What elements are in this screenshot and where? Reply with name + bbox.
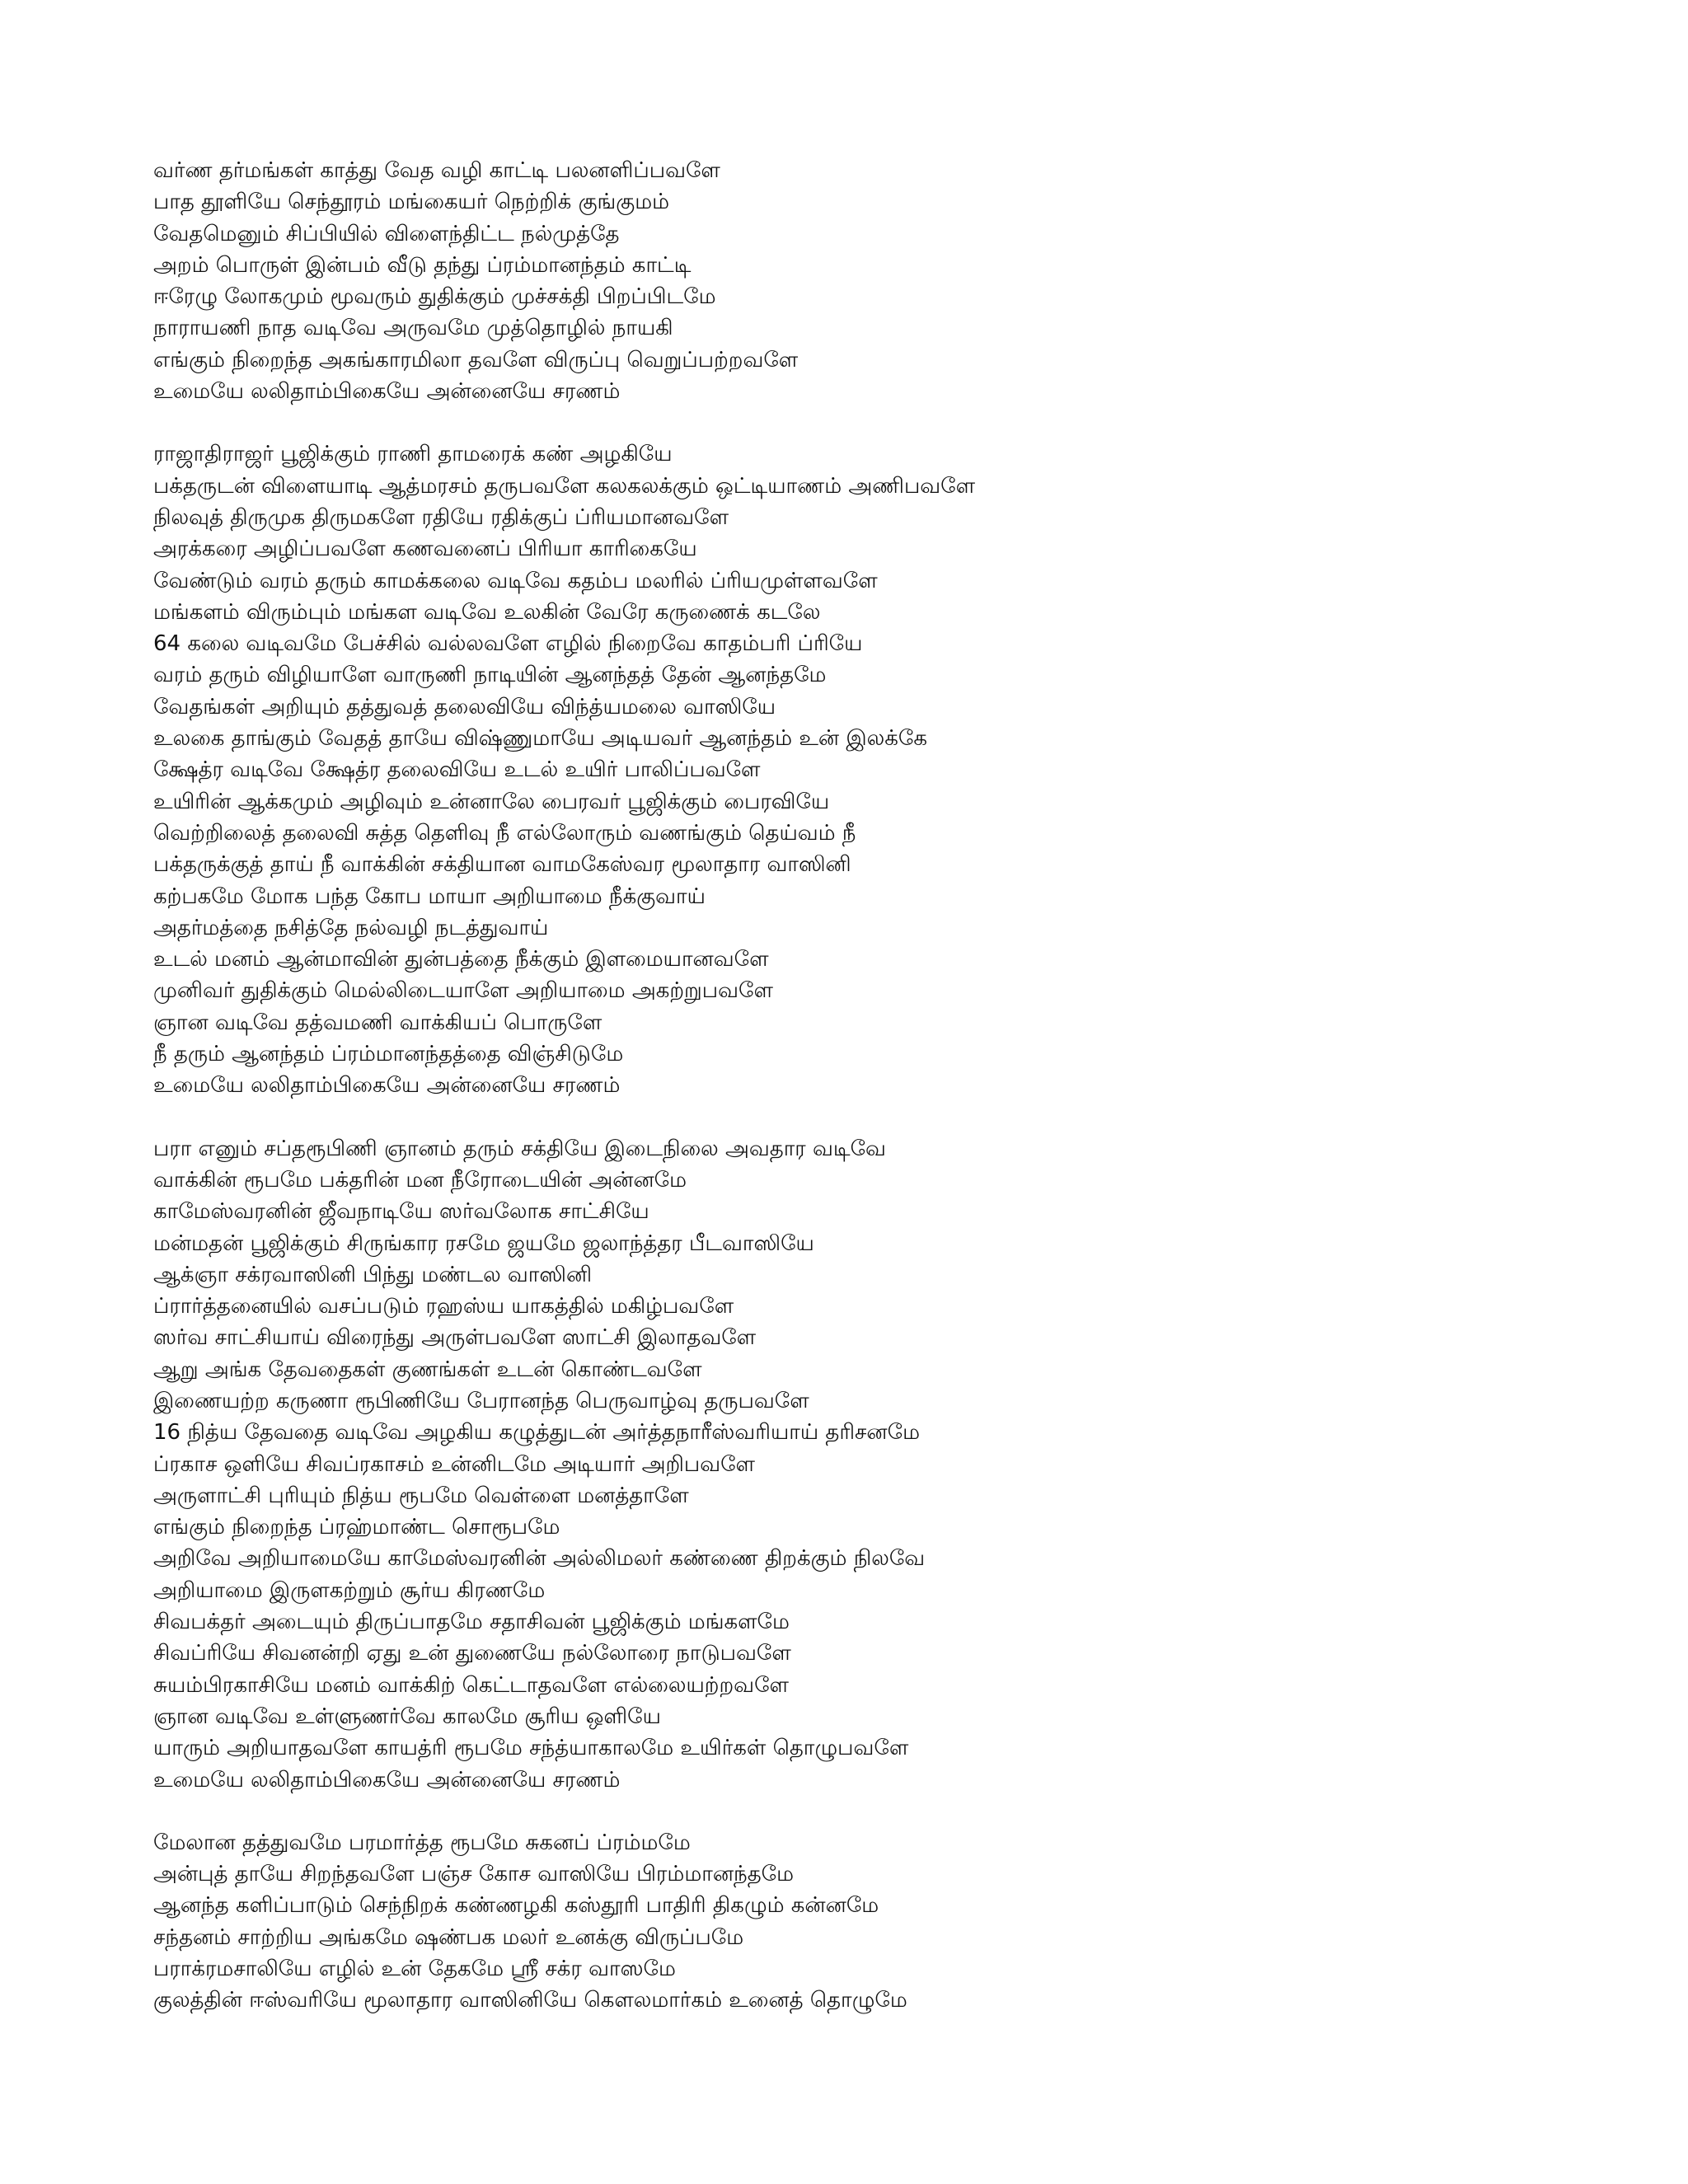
text-line: 16 நித்ய தேவதை வடிவே அழகிய கழுத்துடன் அர்த்தநாரீஸ்வரியாய் தரிசனமே <box>153 1420 921 1446</box>
text-line: வேண்டும் வரம் தரும் காமக்கலை வடிவே கதம்ப மலரில் ப்ரியமுள்ளவளே <box>153 568 878 593</box>
text-line: குலத்தின் ஈஸ்வரியே மூலாதார வாஸினியே கௌலமார்கம் உனைத் தொழுமே <box>153 1988 907 2013</box>
text-line: உடல் மனம் ஆன்மாவின் துன்பத்தை நீக்கும் இளமையானவளே <box>153 947 769 972</box>
text-line: மேலான தத்துவமே பரமார்த்த ரூபமே சுகனப் ப்ரம்மமே <box>153 1830 691 1855</box>
text-line: மன்மதன் பூஜிக்கும் சிருங்கார ரசமே ஜயமே ஜலாந்த்தர பீடவாஸியே <box>153 1230 814 1256</box>
text-line: ஈரேழு லோகமும் மூவரும் துதிக்கும் முச்சக்தி பிறப்பிடமே <box>153 284 716 310</box>
text-line: பாத தூளியே செந்தூரம் மங்கையர் நெற்றிக் குங்குமம் <box>153 190 670 215</box>
text-line: எங்கும் நிறைந்த ப்ரஹ்மாண்ட சொரூபமே <box>153 1515 560 1540</box>
text-line: ஆனந்த களிப்பாடும் செந்நிறக் கண்ணழகி கஸ்தூரி பாதிரி திகழும் கன்னமே <box>153 1893 879 1919</box>
text-line: ஸர்வ சாட்சியாய் விரைந்து அருள்பவளே ஸாட்சி இலாதவளே <box>153 1325 757 1351</box>
text-line: சிவப்ரியே சிவனன்றி ஏது உன் துணையே நல்லோரை நாடுபவளே <box>153 1641 791 1666</box>
refrain-line: உமையே லலிதாம்பிகையே அன்னையே சரணம் <box>153 1767 621 1793</box>
text-line: பரா எனும் சப்தரூபிணி ஞானம் தரும் சக்தியே இடைநிலை அவதார வடிவே <box>153 1136 886 1161</box>
text-line: 64 கலை வடிவமே பேச்சில் வல்லவளே எழில் நிறைவே காதம்பரி ப்ரியே <box>153 631 863 657</box>
text-line: சுயம்பிரகாசியே மனம் வாக்கிற் கெட்டாதவளே எல்லையற்றவளே <box>153 1672 789 1698</box>
text-line: ப்ரகாச ஒளியே சிவப்ரகாசம் உன்னிடமே அடியார் அறிபவளே <box>153 1451 755 1477</box>
text-line: ஆறு அங்க தேவதைகள் குணங்கள் உடன் கொண்டவளே <box>153 1357 702 1382</box>
text-line: முனிவர் துதிக்கும் மெல்லிடையாளே அறியாமை அகற்றுபவளே <box>153 978 773 1004</box>
stanza-3 <box>153 1133 1604 1796</box>
text-line: வெற்றிலைத் தலைவி சுத்த தெளிவு நீ எல்லோரும் வணங்கும் தெய்வம் நீ <box>153 820 856 846</box>
text-line: க்ஷேத்ர வடிவே க்ஷேத்ர தலைவியே உடல் உயிர் பாலிப்பவளே <box>153 757 761 783</box>
text-line: காமேஸ்வரனின் ஜீவநாடியே ஸர்வலோக சாட்சியே <box>153 1199 649 1225</box>
text-line: சிவபக்தர் அடையும் திருப்பாதமே சதாசிவன் பூஜிக்கும் மங்களமே <box>153 1610 790 1635</box>
text-line: வர்ண தர்மங்கள் காத்து வேத வழி காட்டி பலனளிப்பவளே <box>153 158 720 183</box>
text-line: அருளாட்சி புரியும் நித்ய ரூபமே வெள்ளை மனத்தாளே <box>153 1483 689 1508</box>
text-line: பக்தருடன் விளையாடி ஆத்மரசம் தருபவளே கலகலக்கும் ஒட்டியாணம் அணிபவளே <box>153 473 976 499</box>
text-line: நிலவுத் திருமுக திருமகளே ரதியே ரதிக்குப் ப்ரியமானவளே <box>153 504 729 530</box>
text-line: ஞான வடிவே உள்ளுணர்வே காலமே சூரிய ஒளியே <box>153 1704 661 1729</box>
text-line: வரம் தரும் விழியாளே வாருணி நாடியின் ஆனந்தத் தேன் ஆனந்தமே <box>153 663 827 688</box>
text-line: மங்களம் விரும்பும் மங்கள வடிவே உலகின் வேரே கருணைக் கடலே <box>153 599 821 625</box>
stanza-4 <box>153 1827 1604 2017</box>
text-line: நீ தரும் ஆனந்தம் ப்ரம்மானந்தத்தை விஞ்சிடுமே <box>153 1042 624 1067</box>
refrain-line: உமையே லலிதாம்பிகையே அன்னையே சரணம் <box>153 379 621 405</box>
text-line: அன்புத் தாயே சிறந்தவளே பஞ்ச கோச வாஸியே பிரம்மானந்தமே <box>153 1862 795 1887</box>
document-body <box>153 155 1604 2017</box>
text-line: எங்கும் நிறைந்த அகங்காரமிலா தவளே விருப்பு வெறுப்பற்றவளே <box>153 347 799 373</box>
text-line: அறிவே அறியாமையே காமேஸ்வரனின் அல்லிமலர் கண்ணை திறக்கும் நிலவே <box>153 1546 926 1572</box>
text-line: அறம் பொருள் இன்பம் வீடு தந்து ப்ரம்மானந்தம் காட்டி <box>153 252 692 278</box>
text-line: வேதமெனும் சிப்பியில் விளைந்திட்ட நல்முத்தே <box>153 221 620 246</box>
text-line: சந்தனம் சாற்றிய அங்கமே ஷண்பக மலர் உனக்கு விருப்பமே <box>153 1924 744 1950</box>
text-line: ராஜாதிராஜர் பூஜிக்கும் ராணி தாமரைக் கண் அழகியே <box>153 442 673 467</box>
text-line: வாக்கின் ரூபமே பக்தரின் மன நீரோடையின் அன்னமே <box>153 1167 687 1193</box>
text-line: உயிரின் ஆக்கமும் அழிவும் உன்னாலே பைரவர் பூஜிக்கும் பைரவியே <box>153 789 830 814</box>
text-line: இணையற்ற கருணா ரூபிணியே பேரானந்த பெருவாழ்வு தருபவளே <box>153 1388 809 1413</box>
text-line: ஞான வடிவே தத்வமணி வாக்கியப் பொருளே <box>153 1010 603 1035</box>
text-line: ஆக்ஞா சக்ரவாஸினி பிந்து மண்டல வாஸினி <box>153 1262 593 1287</box>
text-line: வேதங்கள் அறியும் தத்துவத் தலைவியே விந்த்யமலை வாஸியே <box>153 694 776 719</box>
refrain-line: உமையே லலிதாம்பிகையே அன்னையே சரணம் <box>153 1073 621 1099</box>
text-line: உலகை தாங்கும் வேதத் தாயே விஷ்ணுமாயே அடியவர் ஆனந்தம் உன் இலக்கே <box>153 726 927 752</box>
stanza-2 <box>153 438 1604 1101</box>
text-line: யாரும் அறியாதவளே காயத்ரி ரூபமே சந்த்யாகாலமே உயிர்கள் தொழுபவளே <box>153 1736 909 1761</box>
text-line: அறியாமை இருளகற்றும் சூர்ய கிரணமே <box>153 1577 546 1603</box>
text-line: ப்ரார்த்தனையில் வசப்படும் ரஹஸ்ய யாகத்தில் மகிழ்பவளே <box>153 1294 734 1319</box>
text-line: கற்பகமே மோக பந்த கோப மாயா அறியாமை நீக்குவாய் <box>153 883 706 909</box>
text-line: அதர்மத்தை நசித்தே நல்வழி நடத்துவாய் <box>153 915 549 940</box>
text-line: நாராயணி நாத வடிவே அருவமே முத்தொழில் நாயகி <box>153 316 673 341</box>
text-line: பராக்ரமசாலியே எழில் உன் தேகமே ஸ்ரீ சக்ர வாஸமே <box>153 1957 676 1982</box>
text-line: பக்தருக்குத் தாய் நீ வாக்கின் சக்தியான வாமகேஸ்வர மூலாதார வாஸினி <box>153 852 851 878</box>
stanza-1 <box>153 155 1604 407</box>
text-line: அரக்கரை அழிப்பவளே கணவனைப் பிரியா காரிகையே <box>153 537 697 562</box>
